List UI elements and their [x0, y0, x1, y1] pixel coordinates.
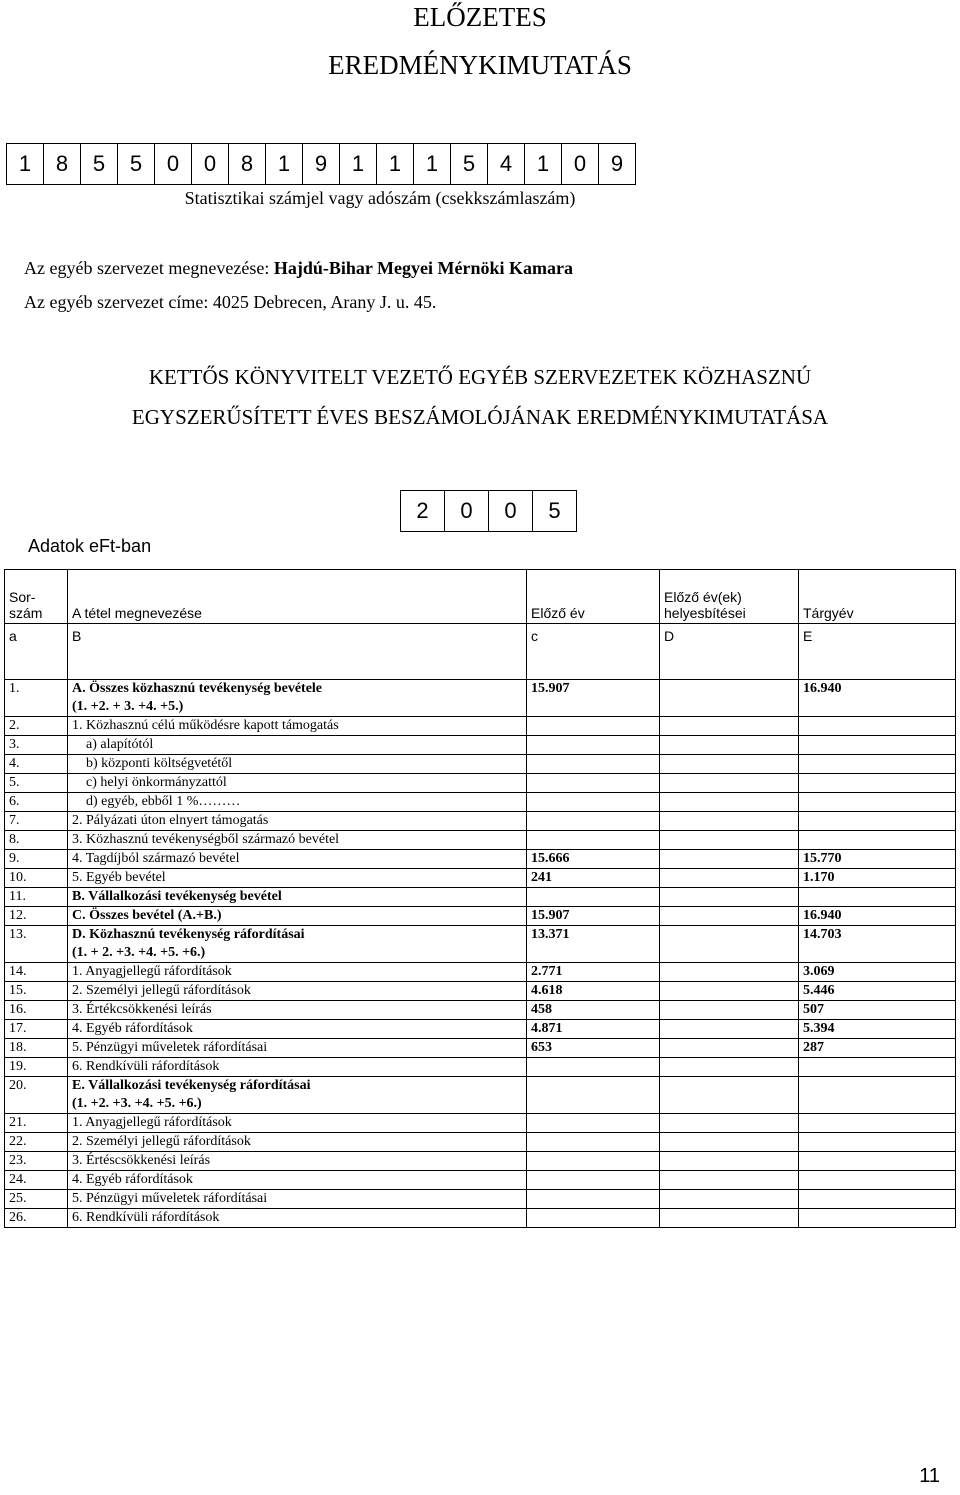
row-number: 22.	[5, 1133, 68, 1152]
row-current-year	[799, 736, 956, 755]
row-current-year	[799, 1114, 956, 1133]
row-number: 10.	[5, 869, 68, 888]
col-adj-line1: Előző év(ek)	[664, 589, 742, 605]
row-label	[68, 1152, 527, 1171]
table-row	[5, 774, 956, 793]
stat-digit: 5	[118, 144, 155, 185]
row-label	[68, 1114, 527, 1133]
row-label-text: 1. Anyagjellegű ráfordítások	[72, 1115, 232, 1130]
row-number: 8.	[5, 831, 68, 850]
row-adjustment	[660, 888, 799, 907]
row-number: 24.	[5, 1171, 68, 1190]
row-current-year	[799, 1058, 956, 1077]
row-current-year: 507	[799, 1001, 956, 1020]
stat-digit: 4	[488, 144, 525, 185]
table-row	[5, 717, 956, 736]
row-label-formula: (1. +2. +3. +4. +5. +6.)	[72, 1096, 202, 1111]
row-label-text: 6. Rendkívüli ráfordítások	[72, 1210, 220, 1225]
row-label-text: B. Vállalkozási tevékenység bevétel	[72, 889, 282, 904]
row-adjustment	[660, 1152, 799, 1171]
col-adj-line2: helyesbítései	[664, 605, 746, 621]
income-statement-table	[4, 679, 956, 1228]
row-prev-year	[527, 1190, 660, 1209]
row-prev-year	[527, 793, 660, 812]
row-number: 11.	[5, 888, 68, 907]
row-label-text: 4. Egyéb ráfordítások	[72, 1021, 193, 1036]
table-row	[5, 755, 956, 774]
row-label-text: c) helyi önkormányzattól	[86, 775, 227, 790]
table-row	[5, 1190, 956, 1209]
stat-digit: 8	[229, 144, 266, 185]
row-current-year	[799, 812, 956, 831]
row-current-year	[799, 793, 956, 812]
row-current-year	[799, 1209, 956, 1228]
row-number: 1.	[5, 680, 68, 717]
row-prev-year	[527, 1152, 660, 1171]
row-adjustment	[660, 1020, 799, 1039]
row-label	[68, 774, 527, 793]
row-adjustment	[660, 1001, 799, 1020]
row-label-text: 2. Pályázati úton elnyert támogatás	[72, 813, 269, 828]
letter-c: c	[527, 624, 660, 680]
stat-digit: 1	[414, 144, 451, 185]
row-prev-year	[527, 1114, 660, 1133]
row-label	[68, 850, 527, 869]
row-prev-year	[527, 774, 660, 793]
page-number: 11	[919, 1465, 940, 1487]
row-label-text: E. Vállalkozási tevékenység ráfordításai	[72, 1078, 311, 1093]
stat-digit: 0	[562, 144, 599, 185]
year-boxes	[400, 490, 577, 532]
table-row	[5, 1020, 956, 1039]
row-label-text: 4. Tagdíjból származó bevétel	[72, 851, 240, 866]
row-number: 13.	[5, 926, 68, 963]
row-current-year	[799, 774, 956, 793]
row-label-text: b) központi költségvetétől	[86, 756, 233, 771]
row-current-year	[799, 1133, 956, 1152]
stat-digit: 1	[266, 144, 303, 185]
stat-digit: 0	[192, 144, 229, 185]
row-adjustment	[660, 1114, 799, 1133]
row-number: 25.	[5, 1190, 68, 1209]
row-label-formula: (1. + 2. +3. +4. +5. +6.)	[72, 945, 206, 960]
row-prev-year	[527, 736, 660, 755]
row-current-year	[799, 1152, 956, 1171]
table-row	[5, 793, 956, 812]
stat-digit: 5	[81, 144, 118, 185]
row-prev-year	[527, 812, 660, 831]
row-label	[68, 926, 527, 963]
row-label-text: 5. Pénzügyi műveletek ráfordításai	[72, 1191, 268, 1206]
stat-digit: 0	[155, 144, 192, 185]
row-label	[68, 680, 527, 717]
table-row	[5, 680, 956, 717]
letter-a: a	[5, 624, 68, 680]
org-address-label: Az egyéb szervezet címe:	[24, 292, 209, 312]
table-row	[5, 963, 956, 982]
row-prev-year: 15.907	[527, 907, 660, 926]
year-digit: 0	[489, 491, 533, 532]
row-label-text: C. Összes bevétel (A.+B.)	[72, 908, 222, 923]
report-heading-line1: KETTŐS KÖNYVITELT VEZETŐ EGYÉB SZERVEZETEK KÖZHASZNÚ	[148, 365, 812, 389]
row-current-year: 16.940	[799, 680, 956, 717]
row-adjustment	[660, 755, 799, 774]
row-label	[68, 1171, 527, 1190]
row-number: 17.	[5, 1020, 68, 1039]
row-current-year: 5.446	[799, 982, 956, 1001]
table-row	[5, 1152, 956, 1171]
row-current-year: 16.940	[799, 907, 956, 926]
row-prev-year: 4.618	[527, 982, 660, 1001]
column-header	[4, 569, 956, 680]
row-label-text: 1. Közhasznú célú működésre kapott támogatás	[72, 718, 339, 733]
row-label	[68, 963, 527, 982]
row-prev-year	[527, 717, 660, 736]
row-label	[68, 1058, 527, 1077]
table-row	[5, 1133, 956, 1152]
row-label-text: 5. Egyéb bevétel	[72, 870, 166, 885]
stat-digit: 9	[303, 144, 340, 185]
row-prev-year: 2.771	[527, 963, 660, 982]
row-number: 9.	[5, 850, 68, 869]
table-row	[5, 1001, 956, 1020]
row-adjustment	[660, 680, 799, 717]
row-current-year: 5.394	[799, 1020, 956, 1039]
table-row	[5, 1039, 956, 1058]
row-label-text: 3. Értékcsökkenési leírás	[72, 1002, 212, 1017]
stat-digit: 1	[7, 144, 44, 185]
table-row	[5, 869, 956, 888]
row-number: 15.	[5, 982, 68, 1001]
col-prev: Előző év	[527, 570, 660, 624]
row-current-year: 287	[799, 1039, 956, 1058]
row-prev-year: 15.907	[527, 680, 660, 717]
row-adjustment	[660, 1077, 799, 1114]
table-row	[5, 1209, 956, 1228]
page-title-line2: EREDMÉNYKIMUTATÁS	[328, 50, 632, 80]
row-number: 19.	[5, 1058, 68, 1077]
stat-number-boxes	[6, 143, 636, 185]
row-number: 2.	[5, 717, 68, 736]
row-number: 4.	[5, 755, 68, 774]
row-current-year: 3.069	[799, 963, 956, 982]
row-adjustment	[660, 1058, 799, 1077]
year-digit: 2	[401, 491, 445, 532]
table-row	[5, 1077, 956, 1114]
table-row	[5, 982, 956, 1001]
stat-digit: 5	[451, 144, 488, 185]
row-label	[68, 1190, 527, 1209]
row-label-text: A. Összes közhasznú tevékenység bevétele	[72, 681, 323, 696]
row-current-year	[799, 755, 956, 774]
row-adjustment	[660, 963, 799, 982]
row-prev-year: 653	[527, 1039, 660, 1058]
table-row	[5, 926, 956, 963]
row-label	[68, 812, 527, 831]
row-adjustment	[660, 982, 799, 1001]
org-address-line	[24, 292, 436, 313]
row-number: 5.	[5, 774, 68, 793]
row-current-year	[799, 831, 956, 850]
org-name-label: Az egyéb szervezet megnevezése:	[24, 258, 270, 278]
row-label	[68, 1209, 527, 1228]
stat-digit: 8	[44, 144, 81, 185]
org-name-value: Hajdú-Bihar Megyei Mérnöki Kamara	[273, 258, 573, 278]
stat-digit: 1	[340, 144, 377, 185]
table-row	[5, 907, 956, 926]
row-prev-year	[527, 1077, 660, 1114]
row-number: 21.	[5, 1114, 68, 1133]
row-label-text: 2. Személyi jellegű ráfordítások	[72, 1134, 251, 1149]
row-number: 20.	[5, 1077, 68, 1114]
row-label-text: 3. Értéscsökkenési leírás	[72, 1153, 211, 1168]
row-prev-year	[527, 1058, 660, 1077]
row-label	[68, 755, 527, 774]
row-prev-year	[527, 1171, 660, 1190]
page-title-line1: ELŐZETES	[413, 2, 547, 32]
table-row	[5, 1114, 956, 1133]
row-label	[68, 1001, 527, 1020]
row-current-year	[799, 1077, 956, 1114]
row-number: 3.	[5, 736, 68, 755]
stat-caption: Statisztikai számjel vagy adószám (csekkszámlaszám)	[184, 188, 576, 208]
row-prev-year: 241	[527, 869, 660, 888]
row-number: 14.	[5, 963, 68, 982]
report-heading-line2: EGYSZERŰSÍTETT ÉVES BESZÁMOLÓJÁNAK EREDMÉNYKIMUTATÁSA	[131, 405, 829, 429]
row-label	[68, 793, 527, 812]
row-number: 12.	[5, 907, 68, 926]
row-label	[68, 1020, 527, 1039]
col-adj	[660, 570, 799, 624]
row-label-text: 2. Személyi jellegű ráfordítások	[72, 983, 251, 998]
row-current-year	[799, 1171, 956, 1190]
row-number: 6.	[5, 793, 68, 812]
row-prev-year	[527, 1209, 660, 1228]
row-label-text: D. Közhasznú tevékenység ráfordításai	[72, 927, 305, 942]
row-label-text: 1. Anyagjellegű ráfordítások	[72, 964, 232, 979]
row-adjustment	[660, 1190, 799, 1209]
row-number: 23.	[5, 1152, 68, 1171]
row-prev-year: 4.871	[527, 1020, 660, 1039]
row-adjustment	[660, 869, 799, 888]
row-prev-year: 458	[527, 1001, 660, 1020]
stat-digit: 9	[599, 144, 636, 185]
row-prev-year	[527, 1133, 660, 1152]
row-number: 7.	[5, 812, 68, 831]
row-current-year	[799, 888, 956, 907]
row-adjustment	[660, 793, 799, 812]
year-digit: 0	[445, 491, 489, 532]
table-row	[5, 850, 956, 869]
row-adjustment	[660, 812, 799, 831]
row-current-year	[799, 717, 956, 736]
row-label	[68, 869, 527, 888]
row-adjustment	[660, 717, 799, 736]
row-prev-year: 13.371	[527, 926, 660, 963]
row-label	[68, 736, 527, 755]
org-address-value: 4025 Debrecen, Arany J. u. 45.	[212, 292, 437, 312]
letter-d: D	[660, 624, 799, 680]
row-adjustment	[660, 1039, 799, 1058]
row-adjustment	[660, 907, 799, 926]
row-current-year: 1.170	[799, 869, 956, 888]
row-label-text: 5. Pénzügyi műveletek ráfordításai	[72, 1040, 268, 1055]
table-row	[5, 1171, 956, 1190]
table-row	[5, 812, 956, 831]
table-row	[5, 1058, 956, 1077]
row-label	[68, 1077, 527, 1114]
row-current-year: 14.703	[799, 926, 956, 963]
row-number: 16.	[5, 1001, 68, 1020]
row-adjustment	[660, 774, 799, 793]
row-label-text: 3. Közhasznú tevékenységből származó bevétel	[72, 832, 340, 847]
row-label	[68, 1133, 527, 1152]
row-label-text: 4. Egyéb ráfordítások	[72, 1172, 193, 1187]
row-label-formula: (1. +2. + 3. +4. +5.)	[72, 699, 184, 714]
row-prev-year	[527, 755, 660, 774]
row-label	[68, 907, 527, 926]
row-prev-year	[527, 888, 660, 907]
row-label	[68, 831, 527, 850]
letter-b: B	[68, 624, 527, 680]
row-prev-year	[527, 831, 660, 850]
col-curr: Tárgyév	[799, 570, 956, 624]
year-digit: 5	[533, 491, 577, 532]
stat-digit: 1	[525, 144, 562, 185]
row-adjustment	[660, 850, 799, 869]
row-label	[68, 1039, 527, 1058]
table-row	[5, 831, 956, 850]
row-adjustment	[660, 1209, 799, 1228]
row-adjustment	[660, 1171, 799, 1190]
row-current-year: 15.770	[799, 850, 956, 869]
row-prev-year: 15.666	[527, 850, 660, 869]
row-label-text: 6. Rendkívüli ráfordítások	[72, 1059, 220, 1074]
table-row	[5, 888, 956, 907]
row-label	[68, 717, 527, 736]
org-name-line	[24, 258, 573, 279]
row-label	[68, 982, 527, 1001]
row-adjustment	[660, 831, 799, 850]
units-label: Adatok eFt-ban	[28, 536, 152, 556]
table-row	[5, 736, 956, 755]
row-label	[68, 888, 527, 907]
row-label-text: d) egyéb, ebből 1 %………	[86, 794, 241, 809]
row-current-year	[799, 1190, 956, 1209]
row-adjustment	[660, 926, 799, 963]
row-label-text: a) alapítótól	[86, 737, 154, 752]
row-adjustment	[660, 736, 799, 755]
row-adjustment	[660, 1133, 799, 1152]
col-name: A tétel megnevezése	[68, 570, 527, 624]
row-number: 18.	[5, 1039, 68, 1058]
col-sorszam: Sor- szám	[5, 570, 68, 624]
row-number: 26.	[5, 1209, 68, 1228]
letter-e: E	[799, 624, 956, 680]
stat-digit: 1	[377, 144, 414, 185]
